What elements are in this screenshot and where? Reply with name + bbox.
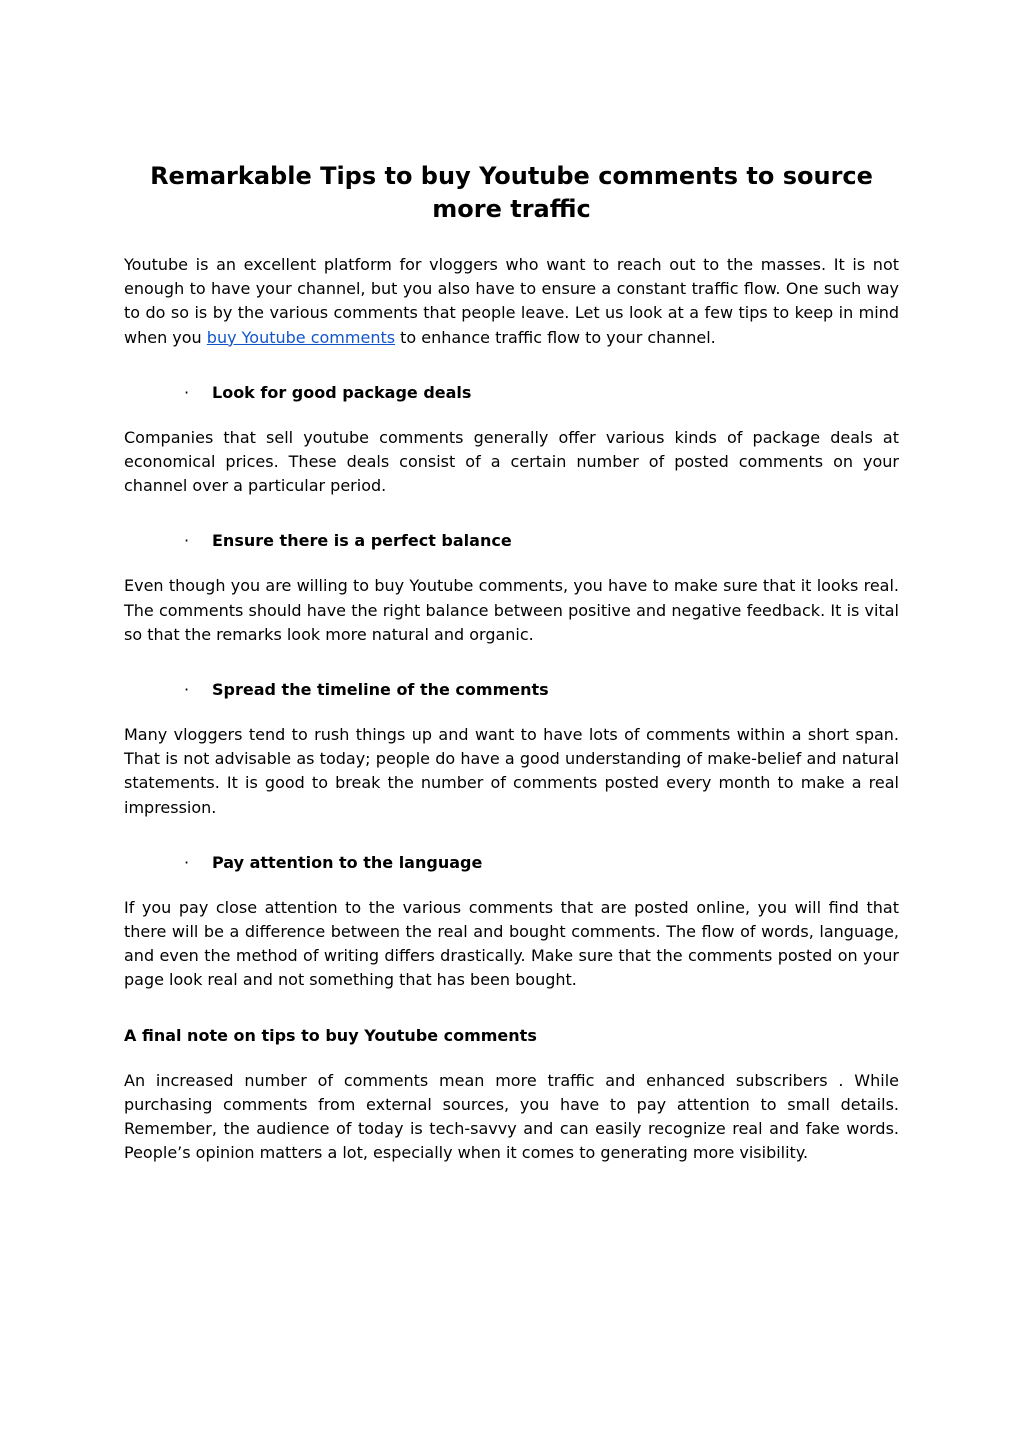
intro-paragraph xyxy=(124,253,899,350)
section-heading-label: Spread the timeline of the comments xyxy=(212,680,549,700)
section-paragraph: Even though you are willing to buy Youtube comments, you have to make sure that it looks real. The comments should have the right balance between positive and negative feedback. It is vital so that the remarks look more natural and organic. xyxy=(124,576,899,644)
bullet-icon: · xyxy=(184,531,190,551)
section-heading-label: Look for good package deals xyxy=(212,382,472,402)
section-heading xyxy=(124,381,899,405)
intro-text-after-link: to enhance traffic flow to your channel. xyxy=(395,327,716,347)
final-note-heading: A final note on tips to buy Youtube comments xyxy=(124,1025,537,1045)
section-paragraph: Many vloggers tend to rush things up and want to have lots of comments within a short span. That is not advisable as today; people do have a good understanding of make-belief and natural statements. It is good to break the number of comments posted every month to make a real impression. xyxy=(124,725,899,817)
section-heading xyxy=(124,678,899,702)
section-heading-label: Ensure there is a perfect balance xyxy=(212,531,512,551)
buy-youtube-comments-link[interactable]: buy Youtube comments xyxy=(206,327,396,347)
document-page xyxy=(124,160,899,1165)
final-note-paragraph: An increased number of comments mean more traffic and enhanced subscribers . While purchasing comments from external sources, you have to pay attention to small details. Remember, the audience of today is tech-savvy and can easily recognize real and fake words. People’s opinion matters a lot, especially when it comes to generating more visibility. xyxy=(124,1070,899,1163)
section-heading xyxy=(124,529,899,553)
section-heading xyxy=(124,851,899,875)
bullet-icon: · xyxy=(184,852,190,872)
section-paragraph: If you pay close attention to the various comments that are posted online, you will find that there will be a difference between the real and bought comments. The flow of words, language, and even the method of writing differs drastically. Make sure that the comments posted on your page look real and not something that has been bought. xyxy=(124,897,899,990)
section-heading-label: Pay attention to the language xyxy=(212,852,483,872)
page-title: Remarkable Tips to buy Youtube comments to source more traffic xyxy=(150,162,873,223)
bullet-icon: · xyxy=(184,382,190,402)
intro-text-before-link: Youtube is an excellent platform for vloggers who want to reach out to the masses. It is not enough to have your channel, but you also have to ensure a constant traffic flow. One such way to do so is by the various comments that people leave. Let us look at a few tips to keep in mind when you xyxy=(124,255,899,347)
bullet-icon: · xyxy=(184,680,190,700)
section-paragraph: Companies that sell youtube comments generally offer various kinds of package deals at economical prices. These deals consist of a certain number of posted comments on your channel over a particular period. xyxy=(124,427,899,496)
